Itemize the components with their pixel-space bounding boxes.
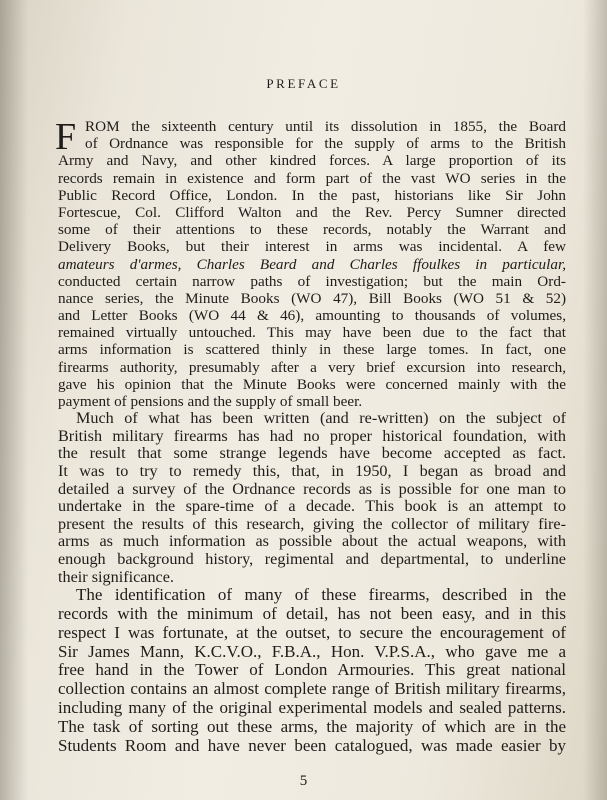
text-line: Much of what has been written (and re-written) on the subject of <box>76 409 566 428</box>
page-gutter-shadow <box>0 0 28 800</box>
page-title: PREFACE <box>266 76 341 91</box>
paragraph-3 <box>58 586 566 755</box>
text-line: the result that some strange legends have become accepted as fact. <box>58 444 566 463</box>
text-line: records remain in existence and form part of the vast WO series in the <box>58 169 566 187</box>
text-line: collection contains an almost complete range of British military firearms, <box>58 679 566 699</box>
text-line: Fortescue, Col. Clifford Walton and the Rev. Percy Sumner directed <box>58 203 566 221</box>
text-line: respect I was fortunate, at the outset, to secure the encouragement of <box>58 622 566 642</box>
text-line: arms information is scattered thinly in these large tomes. In fact, one <box>58 341 566 359</box>
paragraph-1 <box>55 116 566 410</box>
text-line: including many of the original experimental models and sealed patterns. <box>58 697 566 717</box>
text-line: and Letter Books (WO 44 & 46), amounting to thousands of volumes, <box>58 307 566 325</box>
text-line: nance series, the Minute Books (WO 47), Bill Books (WO 51 & 52) <box>58 289 566 307</box>
body-text <box>55 116 566 755</box>
text-line: Delivery Books, but their interest in arms was incidental. A few <box>58 238 566 256</box>
text-line: Sir James Mann, K.C.V.O., F.B.A., Hon. V.P.S.A., who gave me a <box>58 641 566 661</box>
text-line: records with the minimum of detail, has not been easy, and in this <box>58 603 566 623</box>
text-line: Army and Navy, and other kindred forces. A large proportion of its <box>58 152 566 170</box>
text-line: The identification of many of these firearms, described in the <box>76 585 566 605</box>
text-line: some of their attentions to these records, notably the Warrant and <box>58 221 566 239</box>
text-line: present the results of this research, giving the collector of military fire- <box>58 514 566 533</box>
text-line: free hand in the Tower of London Armouries. This great national <box>58 660 566 680</box>
text-line: British military firearms has had no proper historical foundation, with <box>58 426 566 445</box>
text-line: conducted certain narrow paths of investigation; but the main Ord- <box>58 272 566 290</box>
text-line: undertake in the spare-time of a decade. This book is an attempt to <box>58 497 566 516</box>
text-line: amateurs d'armes, Charles Beard and Charles ffoulkes in particular, <box>58 255 566 273</box>
drop-cap: F <box>55 116 77 158</box>
text-line: ROM the sixteenth century until its dissolution in 1855, the Board <box>85 118 566 135</box>
text-line: It was to try to remedy this, that, in 1950, I began as broad and <box>58 461 566 480</box>
text-line: firearms authority, presumably after a very brief excursion into research, <box>58 358 566 376</box>
text-line: detailed a survey of the Ordnance records as is possible for one man to <box>58 479 566 498</box>
text-line: gave his opinion that the Minute Books were concerned mainly with the <box>58 375 566 393</box>
text-line: remained virtually untouched. This may have been due to the fact that <box>58 324 566 342</box>
page-number: 5 <box>299 773 308 789</box>
text-line: The task of sorting out these arms, the majority of which are in the <box>58 716 566 736</box>
paragraph-2 <box>58 410 566 586</box>
page-edge-shadow <box>583 0 607 800</box>
text-line: of Ordnance was responsible for the supply of arms to the British <box>85 135 566 153</box>
text-line: Public Record Office, London. In the past, historians like Sir John <box>58 186 566 204</box>
text-line: arms as much information as possible about the actual weapons, with <box>58 532 566 551</box>
text-line: Students Room and have never been catalogued, was made easier by <box>58 735 566 755</box>
text-line: payment of pensions and the supply of small beer. <box>58 393 363 410</box>
text-line: enough background history, regimental and departmental, to underline <box>58 549 566 568</box>
text-line: their significance. <box>58 567 174 586</box>
